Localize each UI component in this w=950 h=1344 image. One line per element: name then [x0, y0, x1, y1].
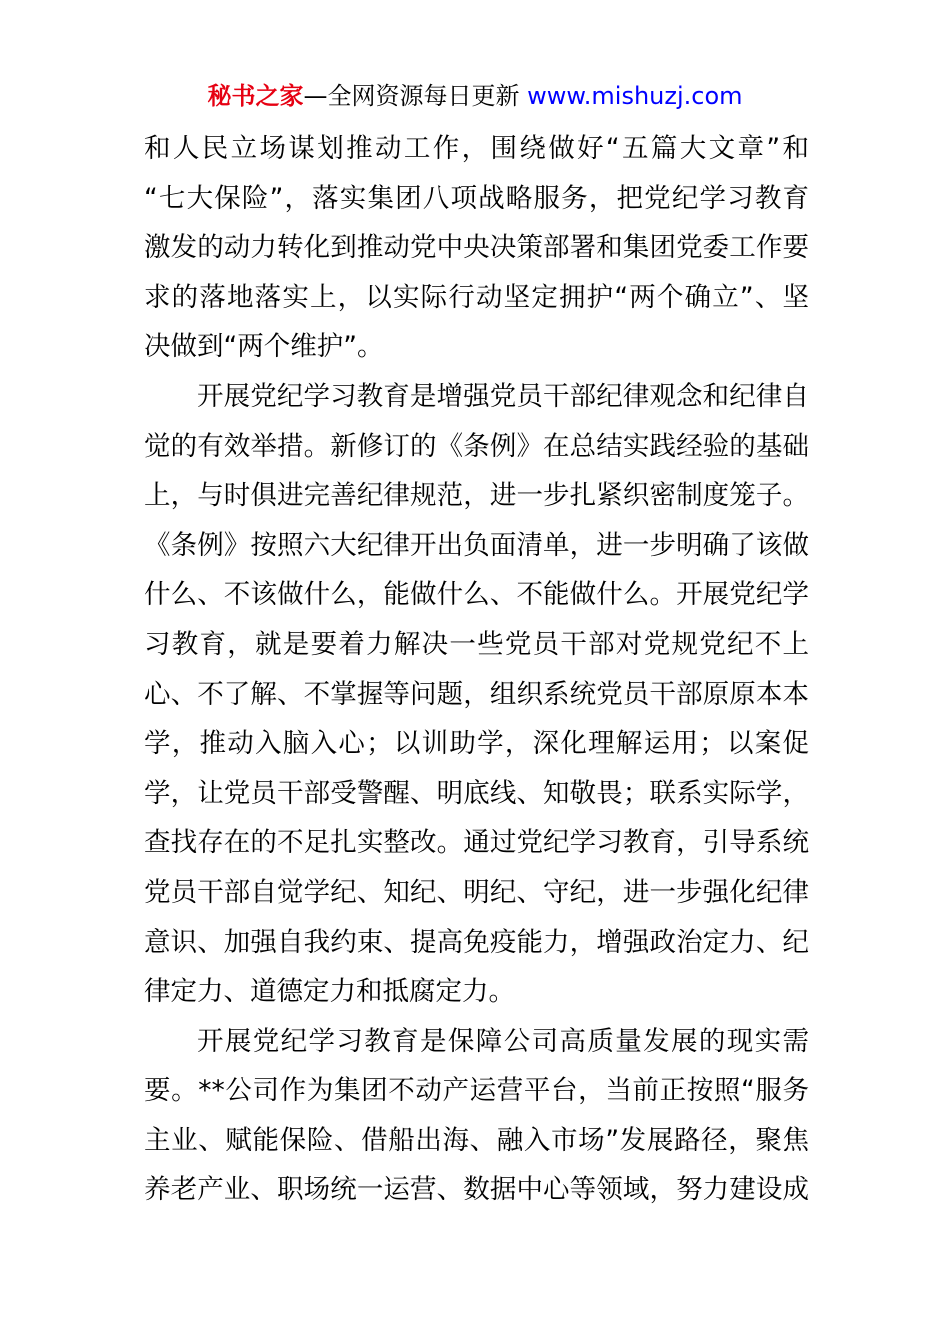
text-line: 要。**公司作为集团不动产运营平台，当前正按照“服务: [144, 1075, 809, 1107]
text-line: 学，推动入脑入心；以训助学，深化理解运用；以案促: [144, 728, 809, 760]
text-line: 求的落地落实上，以实际行动坚定拥护“两个确立”、坚: [144, 281, 809, 313]
paragraph-first-line: 开展党纪学习教育是保障公司高质量发展的现实需: [197, 1025, 809, 1057]
header-tagline: —全网资源每日更新: [303, 82, 520, 110]
text-line: 意识、加强自我约束、提高免疫能力，增强政治定力、纪: [144, 926, 809, 958]
text-line: 激发的动力转化到推动党中央决策部署和集团党委工作要: [144, 232, 809, 264]
text-line: 上，与时俱进完善纪律规范，进一步扎紧织密制度笼子。: [144, 480, 809, 512]
text-line: 决做到“两个维护”。: [144, 331, 384, 363]
text-line: 和人民立场谋划推动工作，围绕做好“五篇大文章”和: [144, 133, 809, 164]
text-line: 主业、赋能保险、借船出海、融入市场”发展路径，聚焦: [144, 1124, 809, 1156]
text-line: 学，让党员干部受警醒、明底线、知敬畏；联系实际学，: [144, 777, 809, 809]
text-line: 养老产业、职场统一运营、数据中心等领域，努力建设成: [144, 1174, 809, 1206]
text-line: 《条例》按照六大纪律开出负面清单，进一步明确了该做: [144, 529, 809, 561]
text-line: 心、不了解、不掌握等问题，组织系统党员干部原原本本: [144, 678, 809, 710]
text-line: 查找存在的不足扎实整改。通过党纪学习教育，引导系统: [144, 827, 809, 859]
text-line: 觉的有效举措。新修订的《条例》在总结实践经验的基础: [144, 430, 809, 462]
brand-name: 秘书之家: [207, 82, 304, 110]
text-line: 党员干部自觉学纪、知纪、明纪、守纪，进一步强化纪律: [144, 876, 809, 908]
text-line: 什么、不该做什么，能做什么、不能做什么。开展党纪学: [144, 579, 809, 611]
site-header: [0, 80, 950, 112]
paragraph-first-line: 开展党纪学习教育是增强党员干部纪律观念和纪律自: [197, 380, 809, 412]
text-line: 律定力、道德定力和抵腐定力。: [144, 976, 515, 1008]
document-body: [144, 124, 809, 1215]
site-url-link[interactable]: www.mishuzj.com: [527, 82, 743, 110]
text-line: “七大保险”，落实集团八项战略服务，把党纪学习教育: [144, 182, 809, 214]
text-line: 习教育，就是要着力解决一些党员干部对党规党纪不上: [144, 628, 809, 660]
